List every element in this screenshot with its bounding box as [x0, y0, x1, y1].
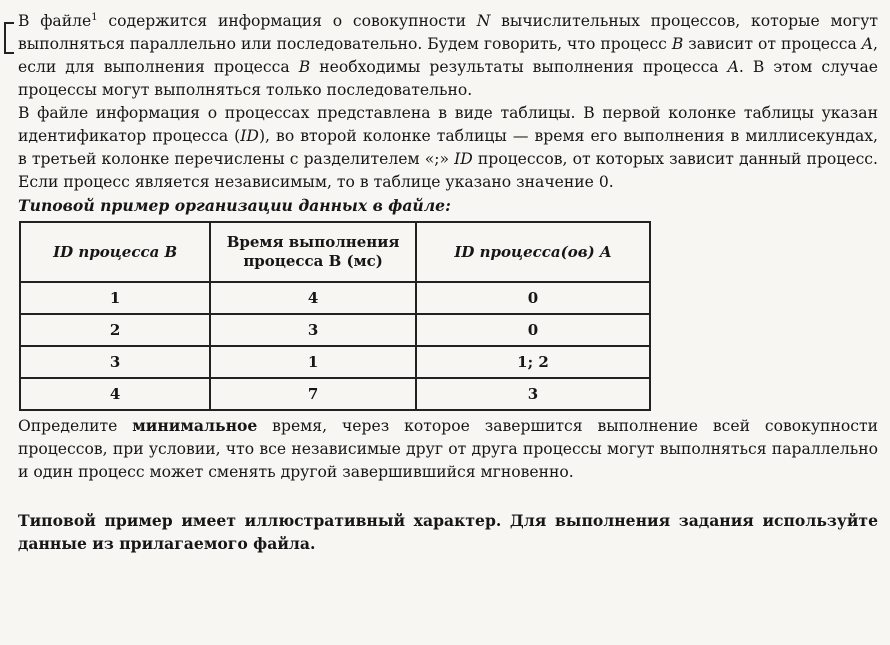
variable-a: A [861, 35, 874, 54]
table-header-row [20, 222, 650, 282]
format-paragraph [18, 102, 878, 194]
cell-id: 1 [20, 282, 210, 314]
variable-n: N [476, 12, 491, 31]
question-text: Определите [18, 417, 133, 436]
variable-b: B [298, 58, 311, 77]
task-page [18, 6, 878, 555]
intro-text: вычислительных процессов, которые могут выполняться параллельно или последовательно. Будем говорить, что процесс [18, 12, 878, 54]
cell-time: 1 [210, 346, 416, 378]
cell-deps: 1; 2 [416, 346, 650, 378]
cell-deps: 0 [416, 282, 650, 314]
cell-time: 4 [210, 282, 416, 314]
cell-deps: 3 [416, 378, 650, 410]
intro-text: зависит от процесса [683, 35, 862, 54]
variable-id: ID [240, 127, 259, 146]
intro-text: В файле [18, 12, 92, 31]
cell-deps: 0 [416, 314, 650, 346]
variable-a: A [727, 58, 739, 77]
format-text: процессов, от которых зависит данный процесс. Если процесс является независимым, то в таблице указано значение 0. [18, 150, 878, 192]
cell-id: 3 [20, 346, 210, 378]
header-id-b: ID процесса B [20, 222, 210, 282]
intro-text: . В этом случае процессы могут выполняться только последовательно. [18, 58, 878, 100]
note-paragraph: Типовой пример имеет иллюстративный характер. Для выполнения задания используйте данные из прилагаемого файла. [18, 511, 878, 554]
table-row [20, 314, 650, 346]
table-caption: Типовой пример организации данных в файле: [18, 196, 451, 216]
process-table [19, 221, 651, 411]
question-paragraph [18, 414, 878, 484]
format-text: В файле информация о процессах представлена в виде таблицы. В первой колонке таблицы указан идентификатор процесса ( [18, 104, 878, 146]
question-text: время, через которое завершится выполнение всей совокупности процессов, при условии, что все независимые друг от друга процессы могут выполняться параллельно и один процесс может сменять другой завершившийся мгновенно. [18, 417, 878, 482]
variable-id: ID [454, 150, 473, 169]
question-emphasis: минимальное [132, 416, 258, 436]
header-id-a: ID процесса(ов) A [416, 222, 650, 282]
footnote-mark: 1 [91, 12, 98, 23]
intro-text: , если для выполнения процесса [18, 35, 878, 77]
table-row [20, 378, 650, 410]
table-row [20, 346, 650, 378]
intro-paragraph [18, 6, 878, 102]
cell-time: 7 [210, 378, 416, 410]
cell-id: 4 [20, 378, 210, 410]
variable-b: B [671, 35, 684, 54]
intro-text: содержится информация о совокупности [97, 12, 477, 31]
header-time: Время выполнения процесса B (мс) [210, 222, 416, 282]
table-row [20, 282, 650, 314]
cell-id: 2 [20, 314, 210, 346]
margin-bracket [4, 22, 14, 54]
format-text: ), во второй колонке таблицы — время его выполнения в миллисекундах, в третьей колонке перечислены с разделителем «;» [18, 127, 878, 169]
intro-text: необходимы результаты выполнения процесса [310, 58, 728, 77]
cell-time: 3 [210, 314, 416, 346]
